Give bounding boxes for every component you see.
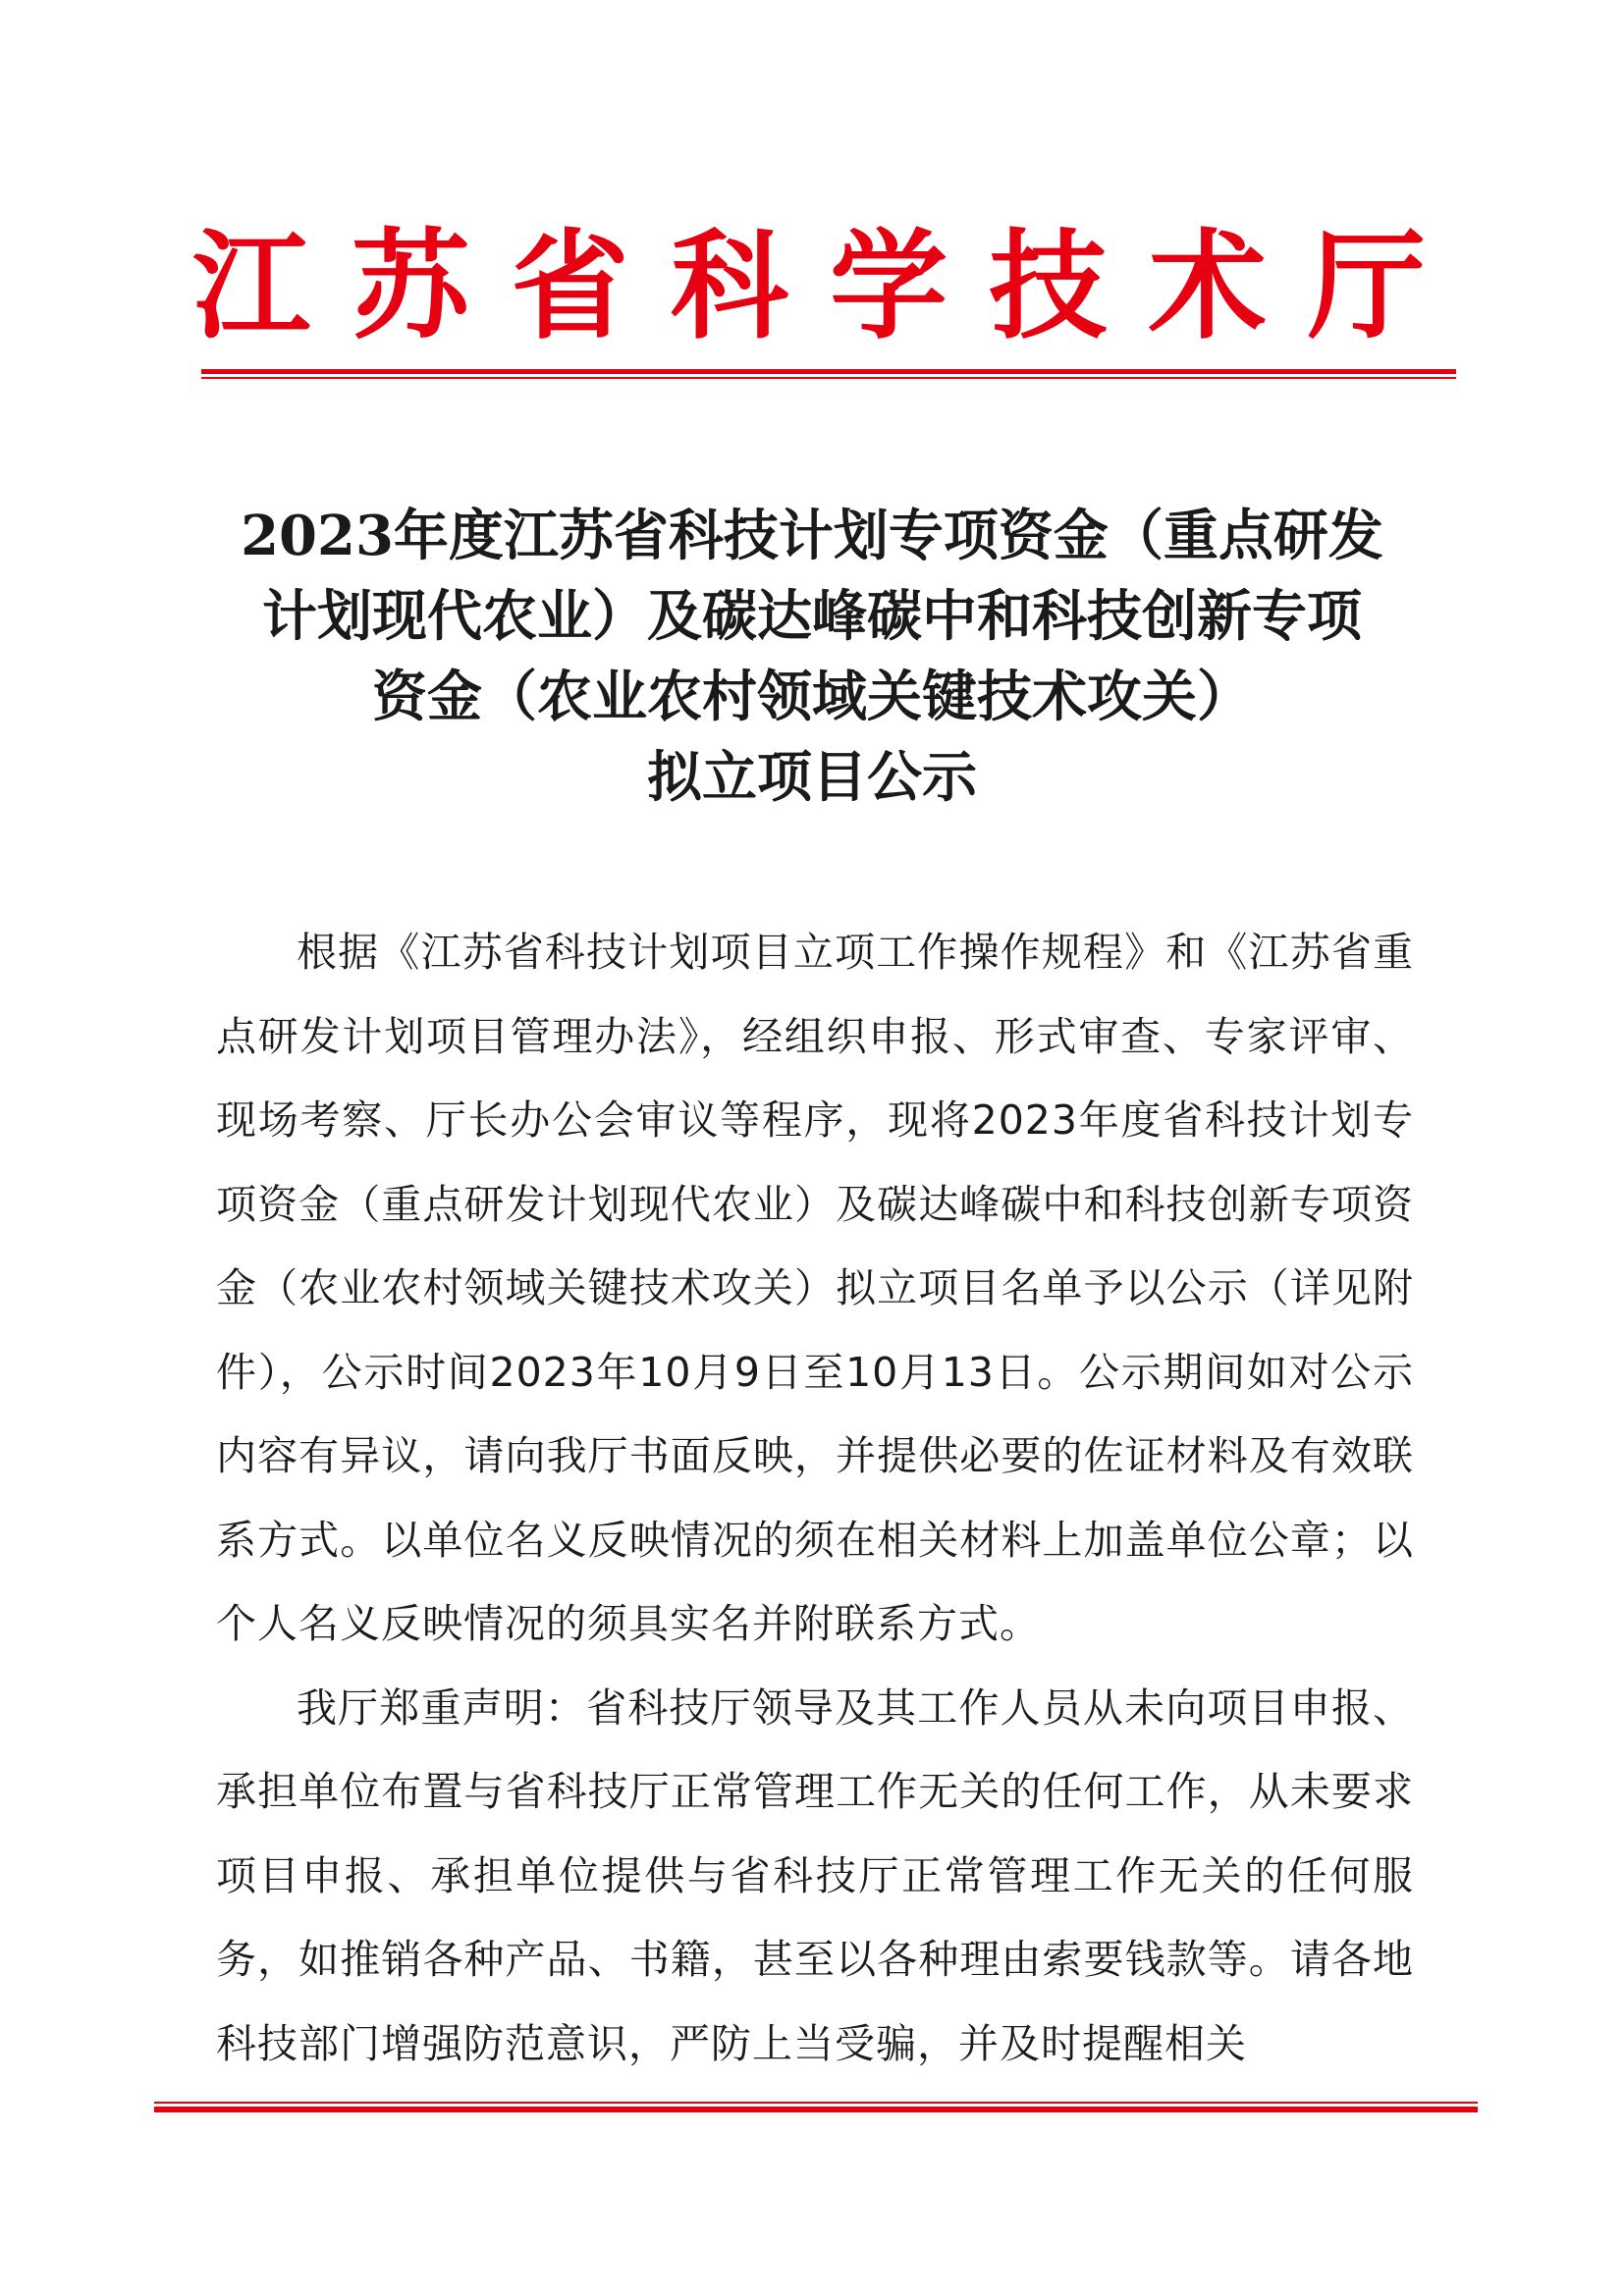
document-title-line: 资金（农业农村领域关键技术攻关）	[372, 665, 1252, 729]
header-divider-thick-line	[201, 369, 1456, 374]
document-title	[177, 496, 1447, 818]
header-divider-thin-line	[201, 377, 1456, 379]
document-body	[216, 911, 1414, 2086]
header-divider	[201, 369, 1456, 379]
document-title-line: 计划现代农业）及碳达峰碳中和科技创新专项	[262, 584, 1362, 649]
agency-header-char: 技	[989, 219, 1108, 355]
footer-divider	[154, 2102, 1478, 2113]
body-paragraph-announcement: 根据《江苏省科技计划项目立项工作操作规程》和《江苏省重点研发计划项目管理办法》，经组织申报、形式审查、专家评审、现场考察、厅长办公会审议等程序，现将2023年度省科技计划专项资金（重点研发计划现代农业）及碳达峰碳中和科技创新专项资金（农业农村领域关键技术攻关）拟立项目名单予以公示（详见附件），公示时间2023年10月9日至10月13日。公示期间如对公示内容有异议，请向我厅书面反映，并提供必要的佐证材料及有效联系方式。以单位名义反映情况的须在相关材料上加盖单位公章；以个人名义反映情况的须具实名并附联系方式。	[216, 929, 1414, 1647]
agency-header-char: 学	[830, 219, 948, 355]
agency-header-char: 厅	[1307, 219, 1426, 355]
agency-header-char: 江	[192, 219, 310, 355]
agency-header-char: 科	[670, 219, 788, 355]
document-title-line: 拟立项目公示	[647, 745, 977, 810]
document-title-line: 2023年度江苏省科技计划专项资金（重点研发	[241, 504, 1383, 568]
agency-header-title	[192, 214, 1426, 361]
footer-divider-thick-line	[154, 2107, 1478, 2112]
agency-header-char: 省	[511, 219, 629, 355]
agency-header-char: 术	[1148, 219, 1267, 355]
body-paragraph-declaration: 我厅郑重声明：省科技厅领导及其工作人员从未向项目申报、承担单位布置与省科技厅正常管理工作无关的任何工作，从未要求项目申报、承担单位提供与省科技厅正常管理工作无关的任何服务，如推销各种产品、书籍，甚至以各种理由索要钱款等。请各地科技部门增强防范意识，严防上当受骗，并及时提醒相关	[216, 1683, 1414, 2067]
agency-header-char: 苏	[352, 219, 470, 355]
footer-divider-thin-line	[154, 2102, 1478, 2104]
